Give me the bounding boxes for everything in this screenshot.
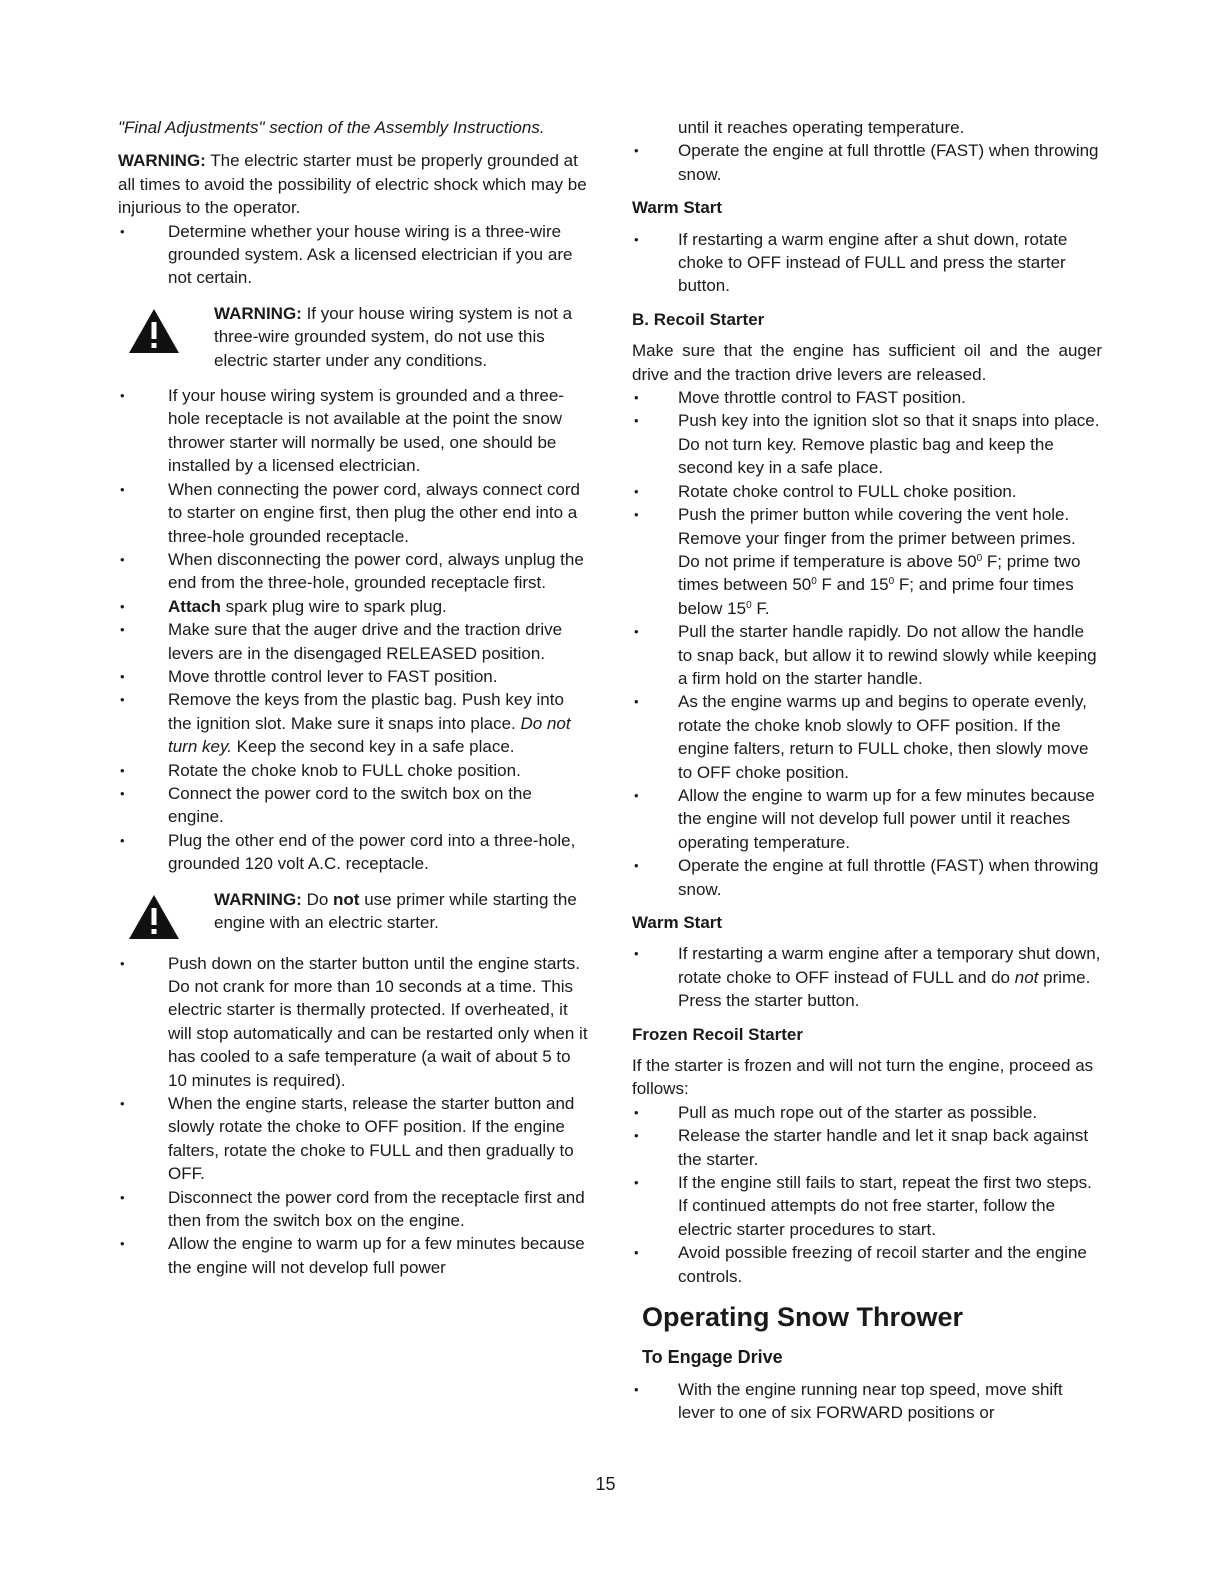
warning-not: not: [333, 889, 360, 909]
primer-text: F; prime two times between 50: [678, 551, 1081, 595]
list-item: • Operate the engine at full throttle (FAST) when throwing snow.: [632, 854, 1102, 901]
list-item: • Pull as much rope out of the starter as possible.: [632, 1101, 1102, 1124]
list-item: • Rotate choke control to FULL choke position.: [632, 480, 1102, 503]
section-heading: Frozen Recoil Starter: [632, 1024, 803, 1044]
bullet-list: [632, 386, 1102, 901]
list-item: • As the engine warms up and begins to operate evenly, rotate the choke knob slowly to OFF position. If the engine falters, return to FULL choke, then slowly move to OFF choke position.: [632, 690, 1102, 784]
warning-paragraph: [118, 149, 588, 219]
primer-text: Push the primer button while covering the vent hole. Remove your finger from the primer between primes. Do not prime if temperature is above 50: [678, 505, 1076, 571]
degree-mark: 0: [976, 552, 983, 564]
warning-callout-text: [214, 302, 588, 372]
warning-text: If your house wiring system is not a three-wire grounded system, do not use this electric starter under any conditions.: [214, 303, 573, 370]
list-item: • Allow the engine to warm up for a few minutes because the engine will not develop full power: [118, 1232, 588, 1279]
primer-text: F.: [751, 598, 770, 618]
list-item: [632, 942, 1102, 1012]
list-item: • Disconnect the power cord from the receptacle first and then from the switch box on the engine.: [118, 1186, 588, 1233]
degree-mark: 0: [888, 576, 895, 588]
list-item: • Push key into the ignition slot so that it snaps into place. Do not turn key. Remove plastic bag and keep the second key in a safe place.: [632, 409, 1102, 479]
warning-label: WARNING:: [214, 303, 302, 323]
section-heading: Warm Start: [632, 198, 723, 218]
section-heading: To Engage Drive: [642, 1347, 783, 1368]
bullet-list: [118, 384, 588, 876]
keys-text: Remove the keys from the plastic bag. Push key into the ignition slot. Make sure it snaps into place.: [168, 690, 564, 733]
keys-italic: Do not turn key.: [168, 713, 571, 757]
warning-text-end: use primer while starting the engine with an electric starter.: [214, 889, 577, 932]
list-item: • Pull the starter handle rapidly. Do not allow the handle to snap back, but allow it to rewind slowly while keeping a firm hold on the starter handle.: [632, 620, 1102, 690]
bullet-list: [632, 1101, 1102, 1288]
section-heading: B. Recoil Starter: [632, 309, 765, 329]
continued-text: until it reaches operating temperature.: [678, 118, 965, 137]
list-item: • When connecting the power cord, always connect cord to starter on engine first, then plug the other end into a three-hole grounded receptacle.: [118, 478, 588, 548]
warning-label: WARNING:: [214, 889, 302, 909]
list-item: • With the engine running near top speed, move shift lever to one of six FORWARD positions or: [632, 1378, 1102, 1425]
warning-triangle-icon: [128, 894, 180, 940]
page-number: 15: [595, 1474, 616, 1494]
list-item: [118, 688, 588, 758]
list-item: • When the engine starts, release the starter button and slowly rotate the choke to OFF position. If the engine falters, rotate the choke to FULL and then gradually to OFF.: [118, 1092, 588, 1186]
right-column: [632, 116, 1102, 1424]
list-item: • Make sure that the auger drive and the traction drive levers are in the disengaged RELEASED position.: [118, 618, 588, 665]
left-column: [118, 116, 588, 1279]
warning-label: WARNING:: [118, 151, 206, 171]
list-item: [118, 595, 588, 618]
intro-text: "Final Adjustments" section of the Assembly Instructions.: [118, 118, 545, 137]
degree-mark: 0: [811, 576, 817, 588]
bullet-list: [632, 228, 1102, 298]
major-heading: Operating Snow Thrower: [642, 1302, 964, 1333]
warning-triangle-icon: [128, 308, 180, 354]
bullet-list: [632, 139, 1102, 186]
paragraph: Make sure that the engine has sufficient oil and the auger drive and the traction drive levers are released.: [632, 341, 1102, 384]
bullet-list: [632, 1378, 1102, 1425]
warm-start-text-end: prime. Press the starter button.: [678, 967, 1091, 1011]
list-item: • Move throttle control to FAST position.: [632, 386, 1102, 409]
primer-text: F; and prime four times below 15: [678, 575, 1074, 618]
list-item: • Connect the power cord to the switch box on the engine.: [118, 782, 588, 829]
warning-callout-text: [214, 888, 588, 935]
warm-start-italic: not: [1014, 967, 1039, 987]
attach-text: spark plug wire to spark plug.: [225, 596, 447, 616]
list-item: • Allow the engine to warm up for a few minutes because the engine will not develop full power until it reaches operating temperature.: [632, 784, 1102, 854]
list-item: • Rotate the choke knob to FULL choke position.: [118, 759, 588, 782]
list-item: • Operate the engine at full throttle (FAST) when throwing snow.: [632, 139, 1102, 186]
bullet-list: [632, 942, 1102, 1012]
primer-text: F and 15: [816, 575, 889, 595]
warning-text: The electric starter must be properly grounded at all times to avoid the possibility of electric shock which may be injurious to the operator.: [118, 151, 587, 218]
list-item: • Push down on the starter button until the engine starts. Do not crank for more than 10 seconds at a time. This electric starter is thermally protected. If overheated, it will stop automatically and can be restarted only when it has cooled to a safe temperature (a wait of about 5 to 10 minutes is required).: [118, 952, 588, 1092]
list-item: • Plug the other end of the power cord into a three-hole, grounded 120 volt A.C. receptacle.: [118, 829, 588, 876]
list-item: • If restarting a warm engine after a shut down, rotate choke to OFF instead of FULL and press the starter button.: [632, 228, 1102, 298]
paragraph: If the starter is frozen and will not turn the engine, proceed as follows:: [632, 1056, 1094, 1099]
warning-text: Do: [306, 889, 329, 909]
list-item: • Move throttle control lever to FAST position.: [118, 665, 588, 688]
warm-start-text: If restarting a warm engine after a temporary shut down, rotate choke to OFF instead of FULL and do: [678, 944, 1101, 987]
attach-bold: Attach: [168, 596, 221, 616]
bullet-list: [118, 220, 588, 290]
list-item: • Determine whether your house wiring is a three-wire grounded system. Ask a licensed electrician if you are not certain.: [118, 220, 588, 290]
list-item: • If your house wiring system is grounded and a three-hole receptacle is not available at the point the snow thrower starter will normally be used, one should be installed by a licensed electrician.: [118, 384, 588, 478]
list-item: • When disconnecting the power cord, always unplug the end from the three-hole, grounded receptacle first.: [118, 548, 588, 595]
list-item: • Avoid possible freezing of recoil starter and the engine controls.: [632, 1241, 1102, 1288]
keys-text-end: Keep the second key in a safe place.: [236, 737, 515, 757]
degree-mark: 0: [746, 599, 752, 611]
list-item: [632, 503, 1102, 620]
list-item: • If the engine still fails to start, repeat the first two steps. If continued attempts do not free starter, follow the electric starter procedures to start.: [632, 1171, 1102, 1241]
warning-callout: [118, 888, 588, 940]
list-item: • Release the starter handle and let it snap back against the starter.: [632, 1124, 1102, 1171]
section-heading: Warm Start: [632, 913, 723, 932]
bullet-list: [118, 952, 588, 1280]
warning-callout: [118, 302, 588, 372]
